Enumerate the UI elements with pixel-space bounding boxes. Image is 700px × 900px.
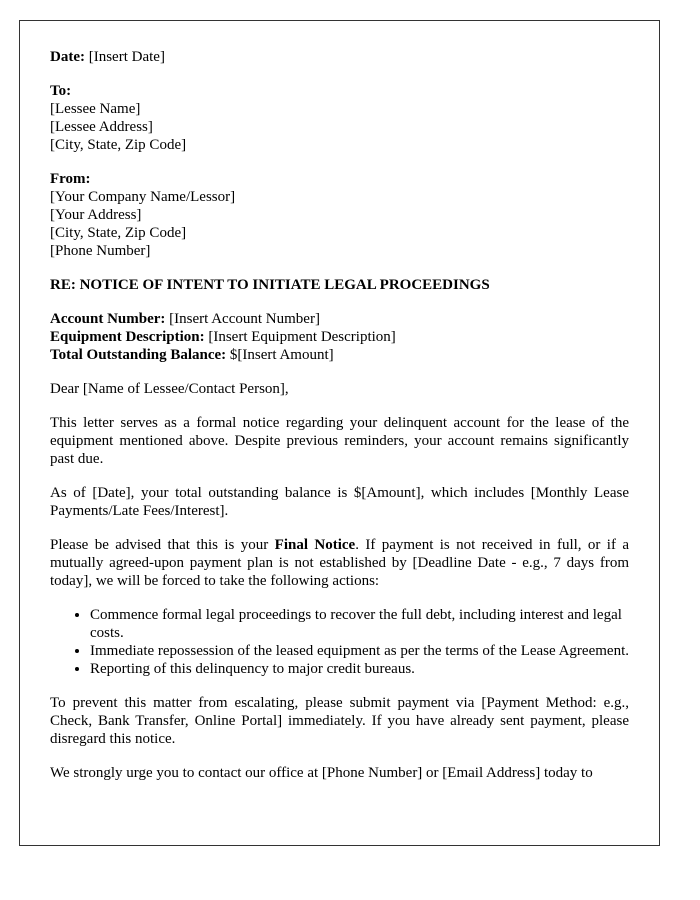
- recipient-address: [Lessee Address]: [50, 119, 153, 135]
- equipment-value: [Insert Equipment Description]: [208, 329, 396, 345]
- list-item: • Reporting of this delinquency to major credit bureaus.: [90, 660, 629, 678]
- account-details: [50, 310, 629, 364]
- list-item: • Immediate repossession of the leased equipment as per the terms of the Lease Agreement.: [90, 642, 629, 660]
- equipment-line: [50, 328, 629, 346]
- date-line: [50, 48, 629, 66]
- sender-block: [50, 170, 629, 260]
- salutation: Dear [Name of Lessee/Contact Person],: [50, 381, 289, 397]
- date-label: Date:: [50, 49, 85, 65]
- final-notice-rest: . If payment is not received in full, or if a mutually agreed-upon payment plan is not established by [Deadline Date - e.g., 7 days from today], we will be forced to take the following actions:: [50, 537, 630, 589]
- list-item: • Commence formal legal proceedings to recover the full debt, including interest and legal costs.: [90, 606, 629, 642]
- actions-list: [50, 606, 629, 678]
- paragraph-contact: We strongly urge you to contact our office at [Phone Number] or [Email Address] today to: [50, 765, 593, 781]
- account-number-value: [Insert Account Number]: [169, 311, 320, 327]
- balance-line: [50, 346, 629, 364]
- recipient-city: [City, State, Zip Code]: [50, 137, 187, 153]
- sender-company: [Your Company Name/Lessor]: [50, 189, 236, 205]
- account-number-line: [50, 310, 629, 328]
- equipment-label: Equipment Description:: [50, 329, 205, 345]
- paragraph-notice: This letter serves as a formal notice regarding your delinquent account for the lease of the equipment mentioned above. Despite previous reminders, your account remains significantly past due.: [50, 415, 629, 467]
- from-label: From:: [50, 171, 91, 187]
- sender-city: [City, State, Zip Code]: [50, 225, 187, 241]
- letter-page: [19, 20, 660, 846]
- subject-line: RE: NOTICE OF INTENT TO INITIATE LEGAL PROCEEDINGS: [50, 277, 490, 293]
- recipient-name: [Lessee Name]: [50, 101, 141, 117]
- to-label: To:: [50, 83, 72, 99]
- sender-address: [Your Address]: [50, 207, 142, 223]
- final-notice-intro: Please be advised that this is your: [50, 537, 275, 553]
- recipient-block: [50, 82, 629, 154]
- account-number-label: Account Number:: [50, 311, 166, 327]
- final-notice-emphasis: Final Notice: [274, 537, 356, 553]
- balance-label: Total Outstanding Balance:: [50, 347, 227, 363]
- paragraph-final-notice: [50, 536, 629, 590]
- sender-phone: [Phone Number]: [50, 243, 151, 259]
- date-value: [Insert Date]: [88, 49, 165, 65]
- paragraph-balance: As of [Date], your total outstanding balance is $[Amount], which includes [Monthly Lease Payments/Late Fees/Interest].: [50, 485, 629, 519]
- paragraph-payment: To prevent this matter from escalating, please submit payment via [Payment Method: e.g., Check, Bank Transfer, Online Portal] immediately. If you have already sent payment, please disregard this notice.: [50, 695, 629, 747]
- balance-value: $[Insert Amount]: [229, 347, 334, 363]
